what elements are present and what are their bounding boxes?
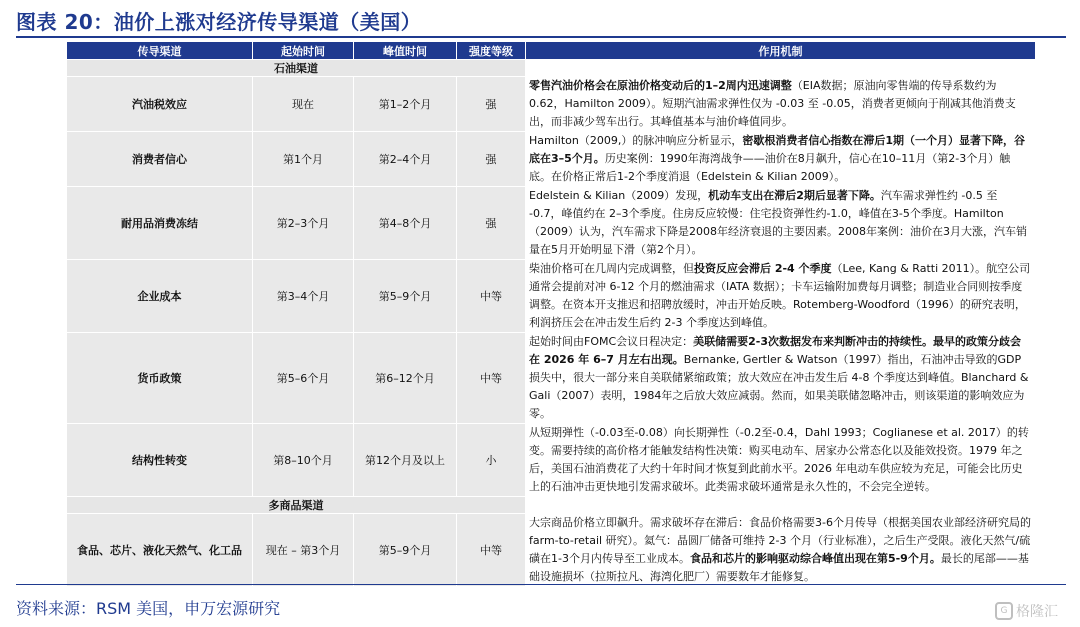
group-row: [67, 60, 1036, 77]
group-blank-cell: [526, 497, 1036, 514]
mechanism-cell: [526, 77, 1036, 132]
channel-cell: 结构性转变: [67, 424, 253, 497]
channel-cell: 食品、芯片、液化天然气、化工品: [67, 514, 253, 587]
mechanism-text: Edelstein & Kilian（2009）发现，: [529, 189, 709, 202]
peak-cell: 第5–9个月: [354, 514, 457, 587]
mechanism-highlight: 食品和芯片的影响驱动综合峰值出现在第5-9个月。: [689, 552, 941, 565]
peak-cell: 第12个月及以上: [354, 424, 457, 497]
watermark-logo-icon: G: [995, 602, 1013, 620]
start-cell: 第3–4个月: [253, 260, 354, 333]
table-row: [67, 187, 1036, 260]
mechanism-text: 历史案例：1990年海湾战争——油价在8月飙升，信心在10–11月（第2-3个月）触底。在价格正常后1-2个季度消退（Edelstein & Kilian 2009）。: [529, 152, 1011, 183]
group-blank-cell: [526, 60, 1036, 77]
header-peak: 峰值时间: [354, 42, 457, 60]
group-row: [67, 497, 1036, 514]
intensity-cell: 中等: [457, 260, 526, 333]
table-row: [67, 132, 1036, 187]
start-cell: 第2–3个月: [253, 187, 354, 260]
table-header-row: [67, 42, 1036, 60]
start-cell: 第8–10个月: [253, 424, 354, 497]
page-title: 图表 20：油价上涨对经济传导渠道（美国）: [16, 10, 422, 34]
watermark: [995, 601, 1058, 621]
channel-cell: 货币政策: [67, 333, 253, 424]
table-row: [67, 424, 1036, 497]
table-row: [67, 514, 1036, 587]
mechanism-cell: [526, 333, 1036, 424]
mechanism-text: 大宗商品价格立即飙升。需求破坏存在滞后：食品价格需要3-6个月传导（根据美国农业部经济研究局的 farm-to-retail 研究）。氦气：晶圆厂储备可维持 2-3 个月（行业标准），之后生产受限。液化天然气/硫磺在1-3个月内传导至工业成本。: [529, 516, 1031, 565]
intensity-cell: 小: [457, 424, 526, 497]
mechanism-highlight: 零售汽油价格会在原油价格变动后的1–2周内迅速调整: [529, 79, 792, 92]
intensity-cell: 中等: [457, 333, 526, 424]
watermark-text: 格隆汇: [1016, 604, 1058, 620]
mechanism-text: 起始时间由FOMC会议日程决定：: [529, 335, 694, 348]
start-cell: 第1个月: [253, 132, 354, 187]
table-row: [67, 77, 1036, 132]
mechanism-text: （EIA数据；原油向零售端的传导系数约为0.62，Hamilton 2009）。短期汽油需求弹性仅为 -0.03 至 -0.05，消费者更倾向于削减其他消费支出，而非减少驾车出行。其峰值基本与油价峰值同步。: [529, 79, 1016, 128]
group-label: 石油渠道: [67, 60, 526, 77]
peak-cell: 第6–12个月: [354, 333, 457, 424]
intensity-cell: 强: [457, 187, 526, 260]
mechanism-cell: [526, 260, 1036, 333]
table-row: [67, 260, 1036, 333]
peak-cell: 第4–8个月: [354, 187, 457, 260]
channel-cell: 耐用品消费冻结: [67, 187, 253, 260]
peak-cell: 第2–4个月: [354, 132, 457, 187]
intensity-cell: 中等: [457, 514, 526, 587]
channel-cell: 企业成本: [67, 260, 253, 333]
start-cell: 现在 – 第3个月: [253, 514, 354, 587]
transmission-table: [66, 41, 1036, 587]
source-note: 资料来源：RSM 美国，申万宏源研究: [16, 599, 281, 618]
group-label: 多商品渠道: [67, 497, 526, 514]
intensity-cell: 强: [457, 77, 526, 132]
mechanism-text: 汽车需求弹性约 -0.5 至 -0.7，峰值约在 2–3个季度。住房反应较慢：住宅投资弹性约-1.0，峰值在3-5个季度。Hamilton（2009）认为，汽车需求下降是2008年经济衰退的主要因素。2008年案例：油价在3月大涨，汽车销量在5月开始明显下滑（第2个月）。: [529, 189, 1027, 256]
mechanism-highlight: 美联储需要2-3次数据发布来判断冲击的持续性。最早的政策分歧会在 2026 年 6–7 月左右出现。: [529, 335, 1022, 366]
mechanism-text: 柴油价格可在几周内完成调整，但: [529, 262, 694, 275]
table-row: [67, 333, 1036, 424]
header-channel: 传导渠道: [67, 42, 253, 60]
mechanism-cell: [526, 514, 1036, 587]
mechanism-highlight: 机动车支出在滞后2期后显著下降。: [708, 189, 881, 202]
peak-cell: 第5–9个月: [354, 260, 457, 333]
mechanism-text: 从短期弹性（-0.03至-0.08）向长期弹性（-0.2至-0.4，Dahl 1993；Coglianese et al. 2017）的转变。需要持续的高价格才能触发结构性决策：购买电动车、居家办公常态化以及能效投资。1979 年之后，美国石油消费花了大约十年时间才恢复到此前水平。2026 年电动车供应较为充足，可能会比历史上的石油冲击更快地引发需求破坏。此类需求破坏通常是永久性的，不会完全逆转。: [529, 426, 1029, 493]
start-cell: 现在: [253, 77, 354, 132]
start-cell: 第5–6个月: [253, 333, 354, 424]
title-divider: [16, 36, 1066, 38]
intensity-cell: 强: [457, 132, 526, 187]
header-mechanism: 作用机制: [526, 42, 1036, 60]
channel-cell: 汽油税效应: [67, 77, 253, 132]
mechanism-highlight: 投资反应会滞后 2-4 个季度: [694, 262, 832, 275]
footer-divider: [16, 584, 1066, 585]
mechanism-text: Hamilton（2009,）的脉冲响应分析显示，: [529, 134, 743, 147]
mechanism-text: Bernanke, Gertler & Watson（1997）指出，石油冲击导致的GDP损失中，很大一部分来自美联储紧缩政策；放大效应在冲击发生后 4-8 个季度达到峰值。Blanchard & Gali（2007）表明，1984年之后放大效应减弱。然而，如果美联储忽略冲击，则该渠道的影响效应为零。: [529, 353, 1029, 420]
mechanism-text: 最长的尾部——基础设施损坏（拉斯拉凡、海湾化肥厂）需要数年才能修复。: [529, 552, 1029, 583]
header-intensity: 强度等级: [457, 42, 526, 60]
mechanism-cell: [526, 132, 1036, 187]
channel-cell: 消费者信心: [67, 132, 253, 187]
mechanism-cell: [526, 424, 1036, 497]
mechanism-highlight: 密歇根消费者信心指数在滞后1期（一个月）显著下降，谷底在3–5个月。: [529, 134, 1026, 165]
header-start: 起始时间: [253, 42, 354, 60]
mechanism-cell: [526, 187, 1036, 260]
peak-cell: 第1–2个月: [354, 77, 457, 132]
mechanism-text: （Lee, Kang & Ratti 2011）。航空公司通常会提前对冲 6-12 个月的燃油需求（IATA 数据）；卡车运输附加费每月调整；制造业合同则按季度调整。在资本开支推迟和招聘放缓时，冲击开始反映。Rotemberg-Woodford（1996）的研究表明，利润挤压会在冲击发生后约 2-3 个季度达到峰值。: [529, 262, 1031, 329]
